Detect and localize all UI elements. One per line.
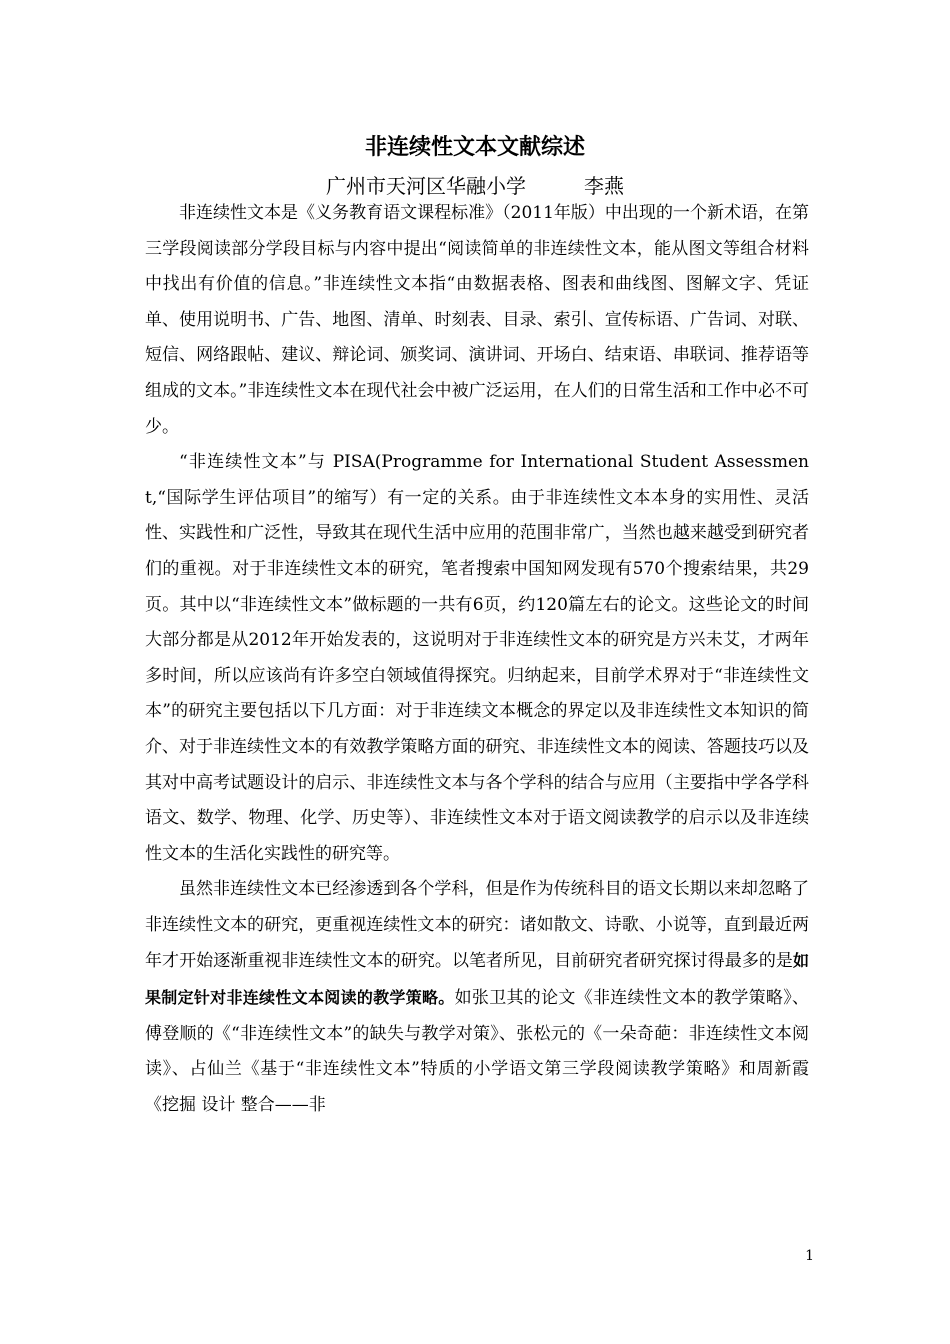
paragraph-emphasis: 如果制定针对非连续性文本阅读的教学策略。 [145,951,809,1008]
document-title: 非连续性文本文献综述 [364,135,585,160]
paragraph-text: 非连续性文本是《义务教育语文课程标准》（2011年版）中出现的一个新术语，在第三学段阅读部分学段目标与内容中提出“阅读简单的非连续性文本，能从图文等组合材料中找出有价值的信息。”非连续性文本指“由数据表格、图表和曲线图、图解文字、凭证单、使用说明书、广告、地图、清单、时刻表、目录、索引、宣传标语、广告词、对联、短信、网络跟帖、建议、辩论词、颁奖词、演讲词、开场白、结束语、串联词、推荐语等组成的文本。”非连续性文本在现代社会中被广泛运用，在人们的日常生活和工作中必不可少。 [145,203,809,437]
page-number: 1 [805,1248,814,1264]
paragraph-text-continued: 如张卫其的论文《非连续性文本的教学策略》、傅登顺的《“非连续性文本”的缺失与教学对策》、张松元的《一朵奇葩：非连续性文本阅读》、占仙兰《基于“非连续性文本”特质的小学语文第三学段阅读教学策略》和周新霞《挖掘 设计 整合——非 [145,988,809,1115]
author-name: 李燕 [584,174,624,198]
body-paragraph [145,445,809,872]
paragraph-text: “非连续性文本”与 PISA(Programme for International Student Assessment,“国际学生评估项目”的缩写）有一定的关系。由于非连续性文本本身的实用性、灵活性、实践性和广泛性，导致其在现代生活中应用的范围非常广，当然也越来越受到研究者们的重视。对于非连续性文本的研究，笔者搜索中国知网发现有570个搜索结果，共29页。其中以“非连续性文本”做标题的一共有6页，约120篇左右的论文。这些论文的时间大部分都是从2012年开始发表的，这说明对于非连续性文本的研究是方兴未艾，才两年多时间，所以应该尚有许多空白领域值得探究。归纳起来，目前学术界对于“非连续性文本”的研究主要包括以下几方面：对于非连续文本概念的界定以及非连续性文本知识的简介、对于非连续性文本的有效教学策略方面的研究、非连续性文本的阅读、答题技巧以及其对中高考试题设计的启示、非连续性文本与各个学科的结合与应用（主要指中学各学科语文、数学、物理、化学、历史等）、非连续性文本对于语文阅读教学的启示以及非连续性文本的生活化实践性的研究等。 [145,452,809,864]
author-school: 广州市天河区华融小学 [326,174,526,198]
body-paragraph [145,196,809,445]
document-body [145,196,809,1123]
body-paragraph [145,872,809,1123]
paragraph-text: 虽然非连续性文本已经渗透到各个学科，但是作为传统科目的语文长期以来却忽略了非连续性文本的研究，更重视连续性文本的研究：诸如散文、诗歌、小说等，直到最近两年才开始逐渐重视非连续性文本的研究。以笔者所见，目前研究者研究探讨得最多的是 [145,879,809,972]
author-byline [0,174,950,198]
